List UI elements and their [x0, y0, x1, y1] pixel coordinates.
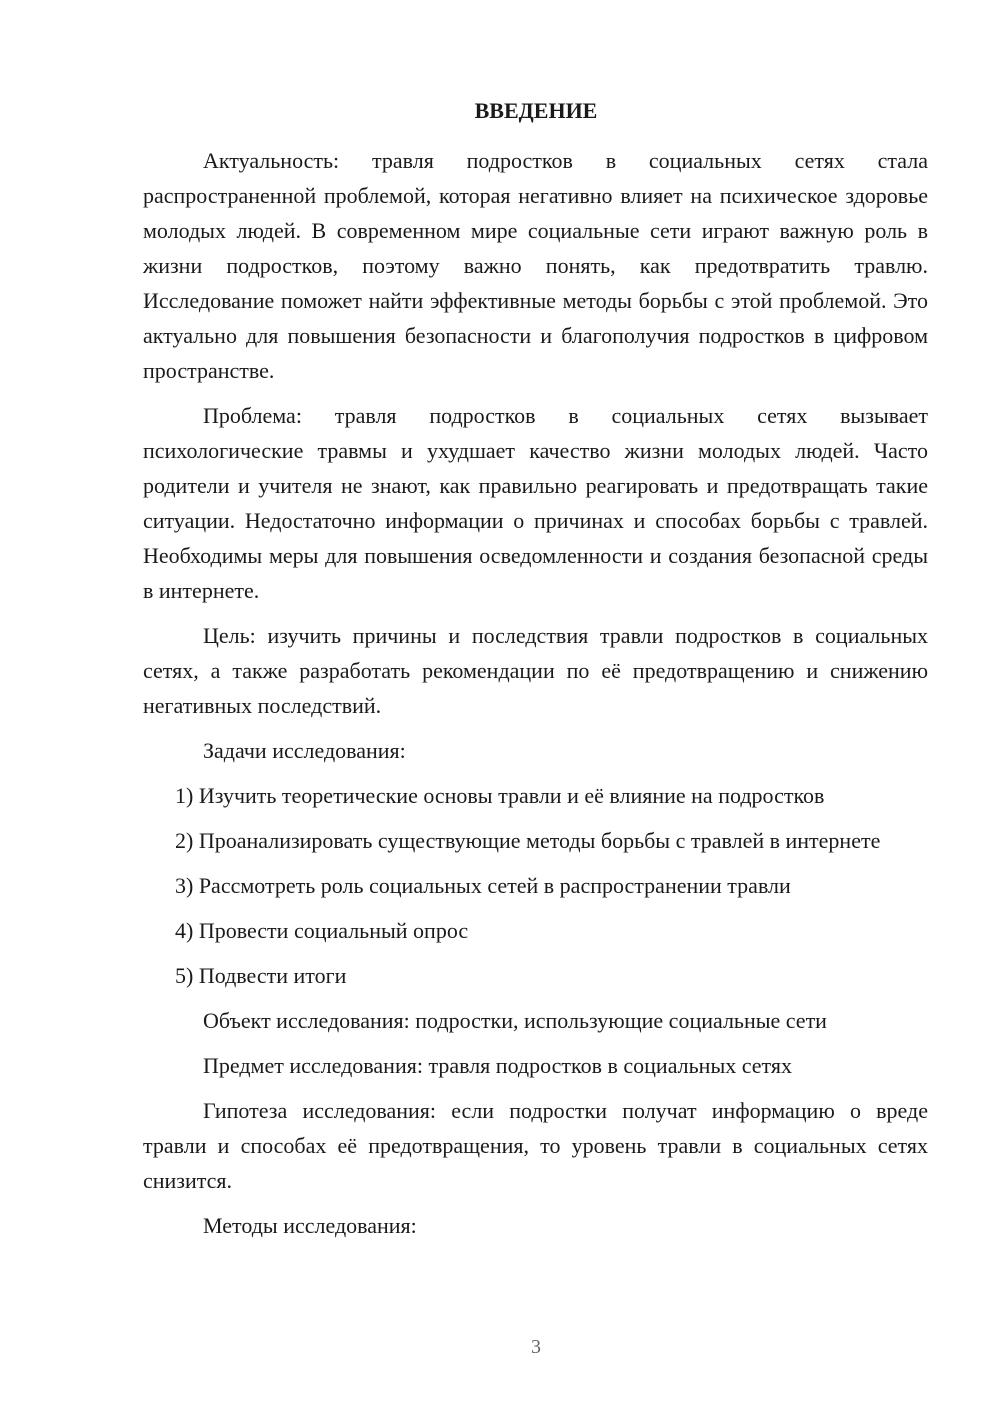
paragraph-subject: Предмет исследования: травля подростков в социальных сетях [203, 1053, 792, 1078]
paragraph-relevance: Актуальность: травля подростков в социальных сетях стала распространенной проблемой, которая негативно влияет на психическое здоровье молодых людей. В современном мире социальные сети играют важную роль в жизни подростков, поэтому важно понять, как предотвратить травлю. Исследование поможет найти эффективные методы борьбы с этой проблемой. Это актуально для повышения безопасности и благополучия подростков в цифровом пространстве. [143, 148, 928, 383]
methods-heading: Методы исследования: [203, 1213, 417, 1238]
paragraph-problem: Проблема: травля подростков в социальных сетях вызывает психологические травмы и ухудшает качество жизни молодых людей. Часто родители и учителя не знают, как правильно реагировать и предотвращать такие ситуации. Недостаточно информации о причинах и способах борьбы с травлей. Необходимы меры для повышения осведомленности и создания безопасной среды в интернете. [143, 403, 928, 603]
task-item-3: 3) Рассмотреть роль социальных сетей в распространении травли [175, 873, 791, 898]
page-title: ВВЕДЕНИЕ [474, 98, 598, 123]
task-item-4: 4) Провести социальный опрос [175, 918, 469, 943]
tasks-heading: Задачи исследования: [203, 738, 406, 763]
task-item-5: 5) Подвести итоги [175, 963, 347, 988]
task-item-2: 2) Проанализировать существующие методы борьбы с травлей в интернете [175, 828, 881, 853]
paragraph-hypothesis: Гипотеза исследования: если подростки получат информацию о вреде травли и способах её предотвращения, то уровень травли в социальных сетях снизится. [143, 1098, 928, 1193]
paragraph-object: Объект исследования: подростки, использующие социальные сети [203, 1008, 827, 1033]
paragraph-goal: Цель: изучить причины и последствия травли подростков в социальных сетях, а также разработать рекомендации по её предотвращению и снижению негативных последствий. [143, 623, 928, 718]
document-body [143, 143, 928, 1253]
page-number: 3 [531, 1336, 541, 1358]
task-item-1: 1) Изучить теоретические основы травли и её влияние на подростков [175, 783, 825, 808]
